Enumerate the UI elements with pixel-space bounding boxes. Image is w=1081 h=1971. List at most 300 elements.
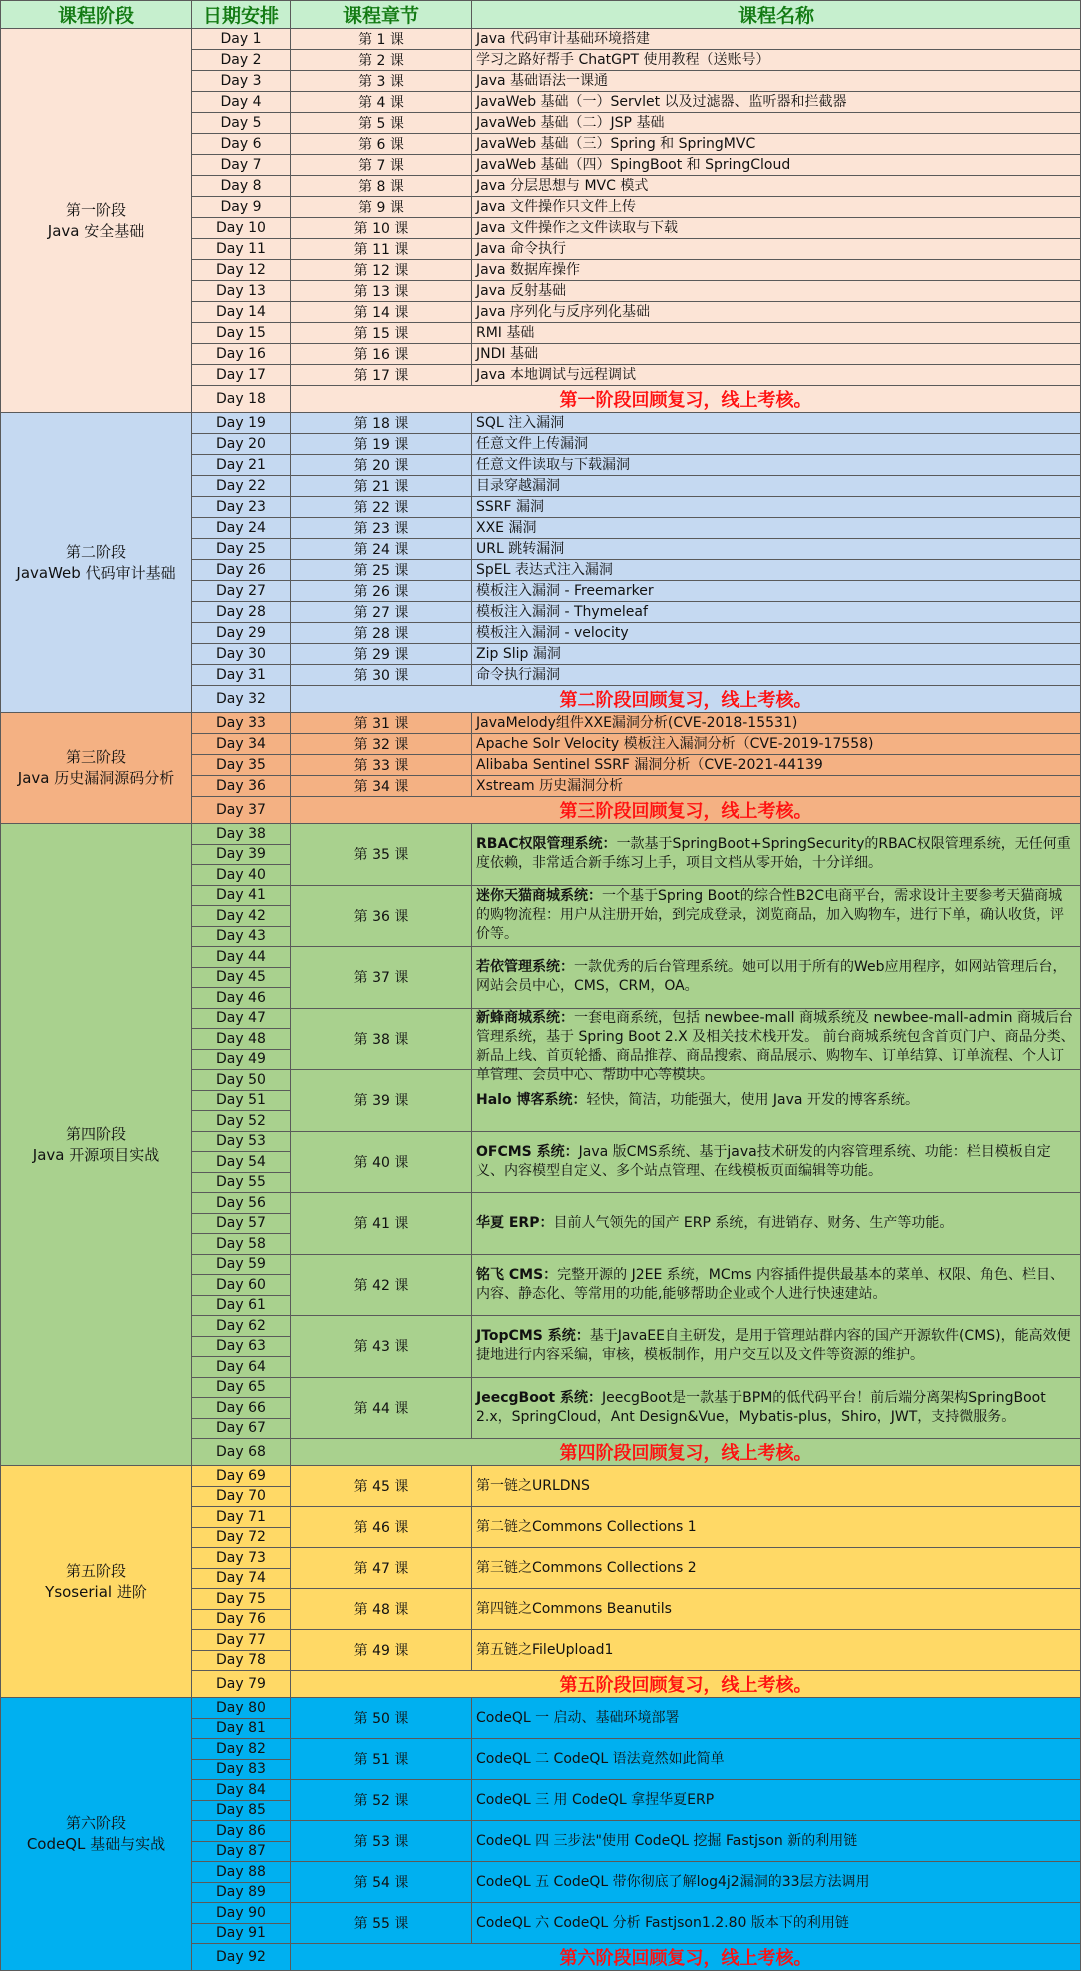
- title-text: [476, 1327, 1076, 1365]
- title-text: [476, 1750, 1076, 1769]
- title-text: [476, 666, 1076, 685]
- title-body: 一个基于Spring Boot的综合性B2C电商平台，需求设计主要参考天猫商城的购物流程：用户从注册开始，到完成登录，浏览商品，加入购物车，进行下单，确认收货，评价等。: [476, 888, 1064, 943]
- lesson-cell: 第 11 课: [291, 239, 472, 260]
- day-cell: Day 33: [192, 713, 291, 734]
- lesson-cell: 第 55 课: [291, 1903, 472, 1944]
- title-text: [476, 1641, 1076, 1660]
- title-cell: [472, 92, 1081, 113]
- lesson-cell: 第 53 课: [291, 1821, 472, 1862]
- day-cell: Day 19: [192, 413, 291, 434]
- title-cell: [472, 1466, 1081, 1507]
- day-cell: Day 60: [192, 1275, 291, 1296]
- title-cell: [472, 302, 1081, 323]
- title-cell: [472, 1316, 1081, 1378]
- day-cell: Day 71: [192, 1507, 291, 1528]
- stage-name-line: 第三阶段: [65, 748, 126, 766]
- title-text: [476, 519, 1076, 538]
- title-cell: [472, 1821, 1081, 1862]
- day-cell: Day 58: [192, 1234, 291, 1255]
- day-cell: Day 62: [192, 1316, 291, 1337]
- title-body: Java 文件操作只文件上传: [476, 198, 637, 215]
- lesson-cell: 第 54 课: [291, 1862, 472, 1903]
- stage-cell: [1, 1466, 192, 1698]
- day-cell: Day 50: [192, 1070, 291, 1091]
- stage-cell: [1, 824, 192, 1466]
- table-row: [1, 413, 1081, 434]
- title-body: JavaWeb 基础（三）Spring 和 SpringMVC: [476, 135, 756, 152]
- title-body: 模板注入漏洞 - Freemarker: [476, 582, 654, 599]
- table-row: [1, 1466, 1081, 1487]
- title-body: CodeQL 二 CodeQL 语法竟然如此简单: [476, 1750, 725, 1767]
- title-body: 第四链之Commons Beanutils: [476, 1600, 672, 1617]
- lesson-cell: 第 38 课: [291, 1008, 472, 1070]
- title-text: [476, 582, 1076, 601]
- day-cell: Day 45: [192, 967, 291, 988]
- day-cell: Day 67: [192, 1418, 291, 1439]
- title-cell: [472, 1131, 1081, 1193]
- title-cell: [472, 71, 1081, 92]
- lesson-cell: 第 28 课: [291, 623, 472, 644]
- title-cell: [472, 434, 1081, 455]
- day-cell: Day 37: [192, 797, 291, 824]
- title-text: [476, 324, 1076, 343]
- lesson-cell: 第 13 课: [291, 281, 472, 302]
- stage-name-line: Java 安全基础: [47, 221, 145, 240]
- title-body: JavaWeb 基础（一）Servlet 以及过滤器、监听器和拦截器: [476, 93, 847, 110]
- title-cell: [472, 1548, 1081, 1589]
- day-cell: Day 91: [192, 1923, 291, 1944]
- lesson-cell: 第 5 课: [291, 113, 472, 134]
- title-cell: [472, 602, 1081, 623]
- title-body: 轻快，简洁，功能强大，使用 Java 开发的博客系统。: [586, 1091, 919, 1108]
- stage-name-line: 第四阶段: [65, 1124, 126, 1143]
- header-row: [1, 1, 1081, 29]
- lesson-cell: 第 25 课: [291, 560, 472, 581]
- lesson-cell: 第 24 课: [291, 539, 472, 560]
- table-header: [1, 1, 1081, 29]
- header-date: 日期安排: [192, 1, 291, 29]
- day-cell: Day 56: [192, 1193, 291, 1214]
- title-body: JavaWeb 基础（二）JSP 基础: [476, 114, 665, 131]
- day-cell: Day 30: [192, 644, 291, 665]
- title-bold: 若依管理系统：: [476, 959, 574, 976]
- lesson-cell: 第 52 课: [291, 1780, 472, 1821]
- lesson-cell: 第 29 课: [291, 644, 472, 665]
- day-cell: Day 61: [192, 1295, 291, 1316]
- table-row: [1, 1698, 1081, 1719]
- title-text: [476, 282, 1076, 301]
- title-cell: [472, 197, 1081, 218]
- title-bold: 铭飞 CMS：: [476, 1266, 558, 1283]
- day-cell: Day 15: [192, 323, 291, 344]
- lesson-cell: 第 30 课: [291, 665, 472, 686]
- title-body: JeecgBoot是一款基于BPM的低代码平台！前后端分离架构SpringBoot 2.x，SpringCloud，Ant Design&Vue，Mybatis-plus，Shiro，JWT，支持微服务。: [476, 1389, 1046, 1425]
- lesson-cell: 第 46 课: [291, 1507, 472, 1548]
- lesson-cell: 第 19 课: [291, 434, 472, 455]
- title-body: SQL 注入漏洞: [476, 414, 565, 431]
- title-body: 第二链之Commons Collections 1: [476, 1518, 697, 1535]
- title-cell: [472, 365, 1081, 386]
- stage-name-line: 第一阶段: [65, 200, 126, 219]
- review-cell: 第一阶段回顾复习，线上考核。: [291, 386, 1081, 413]
- title-text: [476, 714, 1076, 733]
- lesson-cell: 第 27 课: [291, 602, 472, 623]
- title-body: Java 数据库操作: [476, 261, 581, 278]
- title-text: [476, 1832, 1076, 1851]
- title-body: Java 命令执行: [476, 240, 567, 257]
- review-cell: 第五阶段回顾复习，线上考核。: [291, 1671, 1081, 1698]
- title-cell: [472, 239, 1081, 260]
- lesson-cell: 第 2 课: [291, 50, 472, 71]
- stage-name-line: CodeQL 基础与实战: [26, 1835, 166, 1853]
- table-row: [1, 713, 1081, 734]
- title-text: [476, 345, 1076, 364]
- title-cell: [472, 1193, 1081, 1255]
- day-cell: Day 1: [192, 29, 291, 50]
- lesson-cell: 第 18 课: [291, 413, 472, 434]
- title-body: SSRF 漏洞: [476, 498, 545, 515]
- title-cell: [472, 134, 1081, 155]
- day-cell: Day 8: [192, 176, 291, 197]
- day-cell: Day 20: [192, 434, 291, 455]
- title-body: JavaMelody组件XXE漏洞分析(CVE-2018-15531): [476, 714, 798, 731]
- lesson-cell: 第 1 课: [291, 29, 472, 50]
- day-cell: Day 31: [192, 665, 291, 686]
- title-text: [476, 93, 1076, 112]
- title-body: 一套电商系统，包括 newbee-mall 商城系统及 newbee-mall-admin 商城后台管理系统，基于 Spring Boot 2.X 及相关技术栈开发。 前台商城系统包含首页门户、商品分类、新品上线、首页轮播、商品推荐、商品搜索、商品展示、购物车、订单结算、订单流程、个人订单管理、会员中心、帮助中心等模块。: [476, 1010, 1075, 1083]
- day-cell: Day 7: [192, 155, 291, 176]
- day-cell: Day 88: [192, 1862, 291, 1883]
- title-cell: [472, 113, 1081, 134]
- title-cell: [472, 323, 1081, 344]
- title-text: [476, 958, 1076, 996]
- lesson-cell: 第 48 课: [291, 1589, 472, 1630]
- title-text: [476, 1559, 1076, 1578]
- title-bold: JTopCMS 系统：: [476, 1328, 590, 1345]
- lesson-cell: 第 36 课: [291, 885, 472, 947]
- title-text: [476, 1266, 1076, 1304]
- title-cell: [472, 644, 1081, 665]
- lesson-cell: 第 26 课: [291, 581, 472, 602]
- title-bold: 华夏 ERP：: [476, 1214, 554, 1231]
- day-cell: Day 10: [192, 218, 291, 239]
- title-cell: [472, 218, 1081, 239]
- title-text: [476, 645, 1076, 664]
- lesson-cell: 第 12 课: [291, 260, 472, 281]
- title-body: Apache Solr Velocity 模板注入漏洞分析（CVE-2019-17558): [476, 735, 874, 752]
- title-text: [476, 777, 1076, 796]
- table-row: [1, 29, 1081, 50]
- title-body: 基于JavaEE自主研发，是用于管理站群内容的国产开源软件(CMS)，能高效便捷地进行内容采编，审核，模板制作，用户交互以及文件等资源的维护。: [476, 1328, 1071, 1364]
- stage-cell: [1, 1698, 192, 1971]
- lesson-cell: 第 9 课: [291, 197, 472, 218]
- title-cell: [472, 455, 1081, 476]
- title-text: [476, 756, 1076, 775]
- day-cell: Day 48: [192, 1029, 291, 1050]
- title-text: [476, 456, 1076, 475]
- title-text: [476, 219, 1076, 238]
- lesson-cell: 第 45 课: [291, 1466, 472, 1507]
- title-cell: [472, 885, 1081, 947]
- lesson-cell: 第 42 课: [291, 1254, 472, 1316]
- day-cell: Day 74: [192, 1568, 291, 1589]
- lesson-cell: 第 51 课: [291, 1739, 472, 1780]
- title-body: Java 代码审计基础环境搭建: [476, 30, 651, 47]
- title-bold: RBAC权限管理系统：: [476, 836, 617, 853]
- title-cell: [472, 518, 1081, 539]
- title-cell: [472, 155, 1081, 176]
- title-cell: [472, 623, 1081, 644]
- title-text: [476, 261, 1076, 280]
- stage-cell: [1, 413, 192, 713]
- day-cell: Day 24: [192, 518, 291, 539]
- title-body: CodeQL 五 CodeQL 带你彻底了解log4j2漏洞的33层方法调用: [476, 1873, 870, 1890]
- title-text: [476, 735, 1076, 754]
- title-cell: [472, 1008, 1081, 1083]
- title-text: [476, 72, 1076, 91]
- title-text: [476, 1009, 1076, 1083]
- title-text: [476, 1791, 1076, 1810]
- title-bold: 迷你天猫商城系统：: [476, 888, 602, 905]
- day-cell: Day 52: [192, 1111, 291, 1132]
- day-cell: Day 87: [192, 1841, 291, 1862]
- title-body: Java 序列化与反序列化基础: [476, 303, 651, 320]
- title-body: URL 跳转漏洞: [476, 540, 565, 557]
- lesson-cell: 第 35 课: [291, 824, 472, 886]
- day-cell: Day 6: [192, 134, 291, 155]
- title-cell: [472, 1507, 1081, 1548]
- day-cell: Day 3: [192, 71, 291, 92]
- title-body: 第三链之Commons Collections 2: [476, 1559, 697, 1576]
- title-text: [476, 156, 1076, 175]
- day-cell: Day 81: [192, 1718, 291, 1739]
- title-cell: [472, 824, 1081, 886]
- day-cell: Day 84: [192, 1780, 291, 1801]
- title-text: [476, 1518, 1076, 1537]
- day-cell: Day 39: [192, 844, 291, 865]
- title-body: JNDI 基础: [476, 345, 538, 362]
- lesson-cell: 第 17 课: [291, 365, 472, 386]
- lesson-cell: 第 31 课: [291, 713, 472, 734]
- day-cell: Day 80: [192, 1698, 291, 1719]
- day-cell: Day 63: [192, 1336, 291, 1357]
- title-cell: [472, 755, 1081, 776]
- day-cell: Day 55: [192, 1172, 291, 1193]
- day-cell: Day 42: [192, 906, 291, 927]
- title-text: [476, 366, 1076, 385]
- day-cell: Day 5: [192, 113, 291, 134]
- stage-cell: [1, 713, 192, 824]
- stage-name-line: Ysoserial 进阶: [45, 1582, 147, 1601]
- day-cell: Day 59: [192, 1254, 291, 1275]
- day-cell: Day 82: [192, 1739, 291, 1760]
- lesson-cell: 第 8 课: [291, 176, 472, 197]
- header-name: 课程名称: [472, 1, 1081, 29]
- title-body: Java 基础语法一课通: [476, 72, 609, 89]
- title-body: 第一链之URLDNS: [476, 1477, 590, 1494]
- title-text: [476, 540, 1076, 559]
- review-cell: 第四阶段回顾复习，线上考核。: [291, 1439, 1081, 1466]
- day-cell: Day 17: [192, 365, 291, 386]
- day-cell: Day 92: [192, 1944, 291, 1971]
- day-cell: Day 11: [192, 239, 291, 260]
- lesson-cell: 第 3 课: [291, 71, 472, 92]
- day-cell: Day 51: [192, 1090, 291, 1111]
- day-cell: Day 57: [192, 1213, 291, 1234]
- title-text: [476, 1709, 1076, 1728]
- day-cell: Day 27: [192, 581, 291, 602]
- header-chapter: 课程章节: [291, 1, 472, 29]
- title-body: 第五链之FileUpload1: [476, 1641, 614, 1658]
- stage-cell: [1, 29, 192, 413]
- title-text: [476, 1914, 1076, 1933]
- title-body: 任意文件上传漏洞: [476, 435, 588, 452]
- title-body: CodeQL 三 用 CodeQL 拿捏华夏ERP: [476, 1791, 715, 1808]
- title-cell: [472, 413, 1081, 434]
- lesson-cell: 第 10 课: [291, 218, 472, 239]
- title-text: [476, 1389, 1076, 1427]
- title-body: 学习之路好帮手 ChatGPT 使用教程（送账号）: [476, 51, 770, 68]
- title-bold: Halo 博客系统：: [476, 1091, 587, 1108]
- title-cell: [472, 539, 1081, 560]
- title-text: [476, 1873, 1076, 1892]
- title-body: 一款优秀的后台管理系统。她可以用于所有的Web应用程序，如网站管理后台，网站会员中心，CMS，CRM，OA。: [476, 959, 1067, 995]
- title-cell: [472, 476, 1081, 497]
- day-cell: Day 46: [192, 988, 291, 1009]
- header-stage: 课程阶段: [1, 1, 192, 29]
- title-cell: [472, 947, 1081, 1009]
- day-cell: Day 35: [192, 755, 291, 776]
- title-cell: [472, 1254, 1081, 1316]
- day-cell: Day 54: [192, 1152, 291, 1173]
- title-text: [476, 198, 1076, 217]
- day-cell: Day 53: [192, 1131, 291, 1152]
- title-text: [476, 835, 1076, 873]
- title-text: [476, 1214, 1076, 1233]
- day-cell: Day 9: [192, 197, 291, 218]
- day-cell: Day 25: [192, 539, 291, 560]
- title-cell: [472, 1377, 1081, 1439]
- lesson-cell: 第 33 课: [291, 755, 472, 776]
- day-cell: Day 86: [192, 1821, 291, 1842]
- stage-name-line: 第六阶段: [65, 1814, 126, 1832]
- day-cell: Day 70: [192, 1486, 291, 1507]
- title-cell: [472, 281, 1081, 302]
- lesson-cell: 第 20 课: [291, 455, 472, 476]
- title-cell: [472, 50, 1081, 71]
- day-cell: Day 49: [192, 1049, 291, 1070]
- title-cell: [472, 29, 1081, 50]
- stage-name-line: 第二阶段: [65, 542, 126, 561]
- title-cell: [472, 344, 1081, 365]
- title-body: 一款基于SpringBoot+SpringSecurity的RBAC权限管理系统，无任何重度依赖，非常适合新手练习上手，项目文档从零开始，十分详细。: [476, 836, 1071, 872]
- title-body: CodeQL 一 启动、基础环境部署: [476, 1709, 680, 1726]
- day-cell: Day 16: [192, 344, 291, 365]
- lesson-cell: 第 15 课: [291, 323, 472, 344]
- title-cell: [472, 497, 1081, 518]
- day-cell: Day 69: [192, 1466, 291, 1487]
- title-text: [476, 414, 1076, 433]
- title-body: 任意文件读取与下载漏洞: [476, 456, 630, 473]
- stage-name-line: Java 历史漏洞源码分析: [17, 769, 175, 787]
- day-cell: Day 90: [192, 1903, 291, 1924]
- day-cell: Day 79: [192, 1671, 291, 1698]
- title-text: [476, 561, 1076, 580]
- stage-name-line: 第五阶段: [65, 1561, 126, 1580]
- title-text: [476, 624, 1076, 643]
- title-cell: [472, 560, 1081, 581]
- review-cell: 第六阶段回顾复习，线上考核。: [291, 1944, 1081, 1971]
- lesson-cell: 第 47 课: [291, 1548, 472, 1589]
- title-body: Java 文件操作之文件读取与下载: [476, 219, 679, 236]
- title-text: [476, 1600, 1076, 1619]
- day-cell: Day 73: [192, 1548, 291, 1569]
- lesson-cell: 第 40 课: [291, 1131, 472, 1193]
- lesson-cell: 第 23 课: [291, 518, 472, 539]
- lesson-cell: 第 7 课: [291, 155, 472, 176]
- title-cell: [472, 665, 1081, 686]
- lesson-cell: 第 22 课: [291, 497, 472, 518]
- day-cell: Day 68: [192, 1439, 291, 1466]
- title-body: 模板注入漏洞 - Thymeleaf: [476, 603, 648, 620]
- day-cell: Day 22: [192, 476, 291, 497]
- title-cell: [472, 260, 1081, 281]
- title-cell: [472, 1739, 1081, 1780]
- title-bold: OFCMS 系统：: [476, 1143, 579, 1160]
- day-cell: Day 4: [192, 92, 291, 113]
- day-cell: Day 43: [192, 926, 291, 947]
- day-cell: Day 29: [192, 623, 291, 644]
- title-body: 命令执行漏洞: [476, 666, 560, 683]
- day-cell: Day 47: [192, 1008, 291, 1029]
- title-text: [476, 114, 1076, 133]
- day-cell: Day 77: [192, 1630, 291, 1651]
- day-cell: Day 32: [192, 686, 291, 713]
- title-body: Alibaba Sentinel SSRF 漏洞分析（CVE-2021-44139: [476, 756, 823, 773]
- stage-name-line: Java 开源项目实战: [32, 1145, 160, 1164]
- table-body: [1, 29, 1081, 1971]
- day-cell: Day 78: [192, 1650, 291, 1671]
- title-text: [476, 51, 1076, 70]
- title-text: [476, 498, 1076, 517]
- lesson-cell: 第 6 课: [291, 134, 472, 155]
- day-cell: Day 26: [192, 560, 291, 581]
- title-cell: [472, 1780, 1081, 1821]
- lesson-cell: 第 37 课: [291, 947, 472, 1009]
- title-text: [476, 887, 1076, 944]
- title-body: Xstream 历史漏洞分析: [476, 777, 624, 794]
- review-cell: 第三阶段回顾复习，线上考核。: [291, 797, 1081, 824]
- lesson-cell: 第 32 课: [291, 734, 472, 755]
- day-cell: Day 18: [192, 386, 291, 413]
- title-body: Zip Slip 漏洞: [476, 645, 561, 662]
- day-cell: Day 66: [192, 1398, 291, 1419]
- day-cell: Day 23: [192, 497, 291, 518]
- lesson-cell: 第 43 课: [291, 1316, 472, 1378]
- title-body: XXE 漏洞: [476, 519, 537, 536]
- day-cell: Day 64: [192, 1357, 291, 1378]
- day-cell: Day 2: [192, 50, 291, 71]
- title-body: 目前人气领先的国产 ERP 系统，有进销存、财务、生产等功能。: [553, 1214, 954, 1231]
- title-body: 目录穿越漏洞: [476, 477, 560, 494]
- day-cell: Day 28: [192, 602, 291, 623]
- day-cell: Day 83: [192, 1759, 291, 1780]
- title-text: [476, 135, 1076, 154]
- title-body: RMI 基础: [476, 324, 535, 341]
- title-text: [476, 1091, 1076, 1110]
- title-body: CodeQL 四 三步法"使用 CodeQL 挖掘 Fastjson 新的利用链: [476, 1832, 858, 1849]
- title-body: 模板注入漏洞 - velocity: [476, 624, 629, 641]
